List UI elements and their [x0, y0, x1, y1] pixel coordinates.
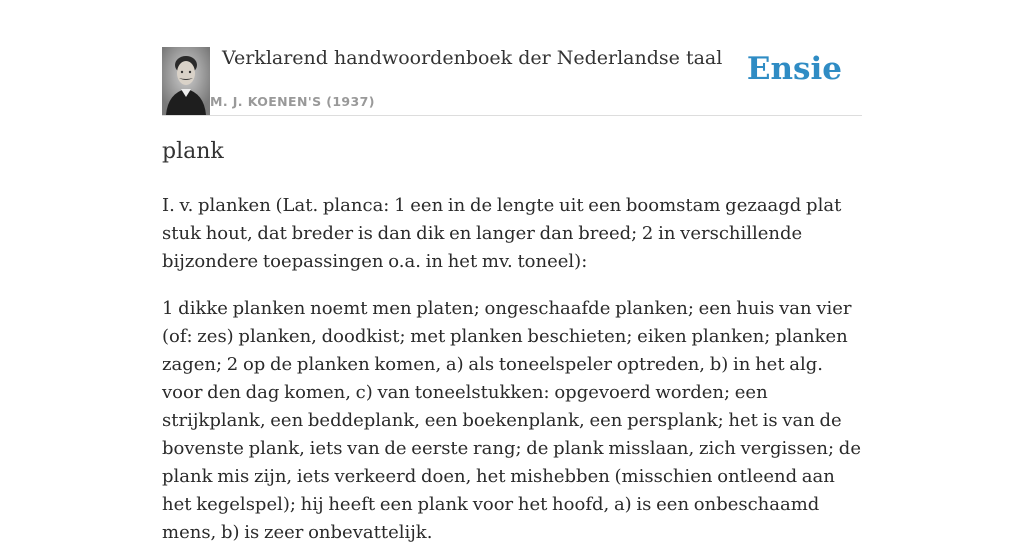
dictionary-title: Verklarend handwoordenboek der Nederlandse taal [222, 47, 723, 69]
dictionary-author: M. J. KOENEN'S (1937) [210, 94, 375, 109]
author-portrait [162, 47, 210, 115]
entry-headword: plank [162, 139, 224, 164]
definition-paragraph: 1 dikke planken noemt men platen; ongeschaafde planken; een huis van vier (of: zes) planken, doodkist; met planken beschieten; eiken planken; planken zagen; 2 op de planken komen, a) als toneelspeler optreden, b) in het alg. voor den dag komen, c) van toneelstukken: opgevoerd worden; een strijkplank, een beddeplank, een boekenplank, een persplank; het is van de bovenste plank, iets van de eerste rang; de plank misslaan, zich vergissen; de plank mis zijn, iets verkeerd doen, het mishebben (misschien ontleend aan het kegelspel); hij heeft een plank voor het hoofd, a) is een onbeschaamd mens, b) is zeer onbevattelijk. [162, 298, 861, 543]
brand-logo[interactable]: Ensie [746, 51, 842, 87]
definition-paragraph: I. v. planken (Lat. planca: 1 een in de lengte uit een boomstam gezaagd plat stuk hout, dat breder is dan dik en langer dan breed; 2 in verschillende bijzondere toepassingen o.a. in het mv. toneel): [162, 195, 842, 272]
site-header [162, 45, 862, 116]
portrait-image [162, 47, 210, 115]
